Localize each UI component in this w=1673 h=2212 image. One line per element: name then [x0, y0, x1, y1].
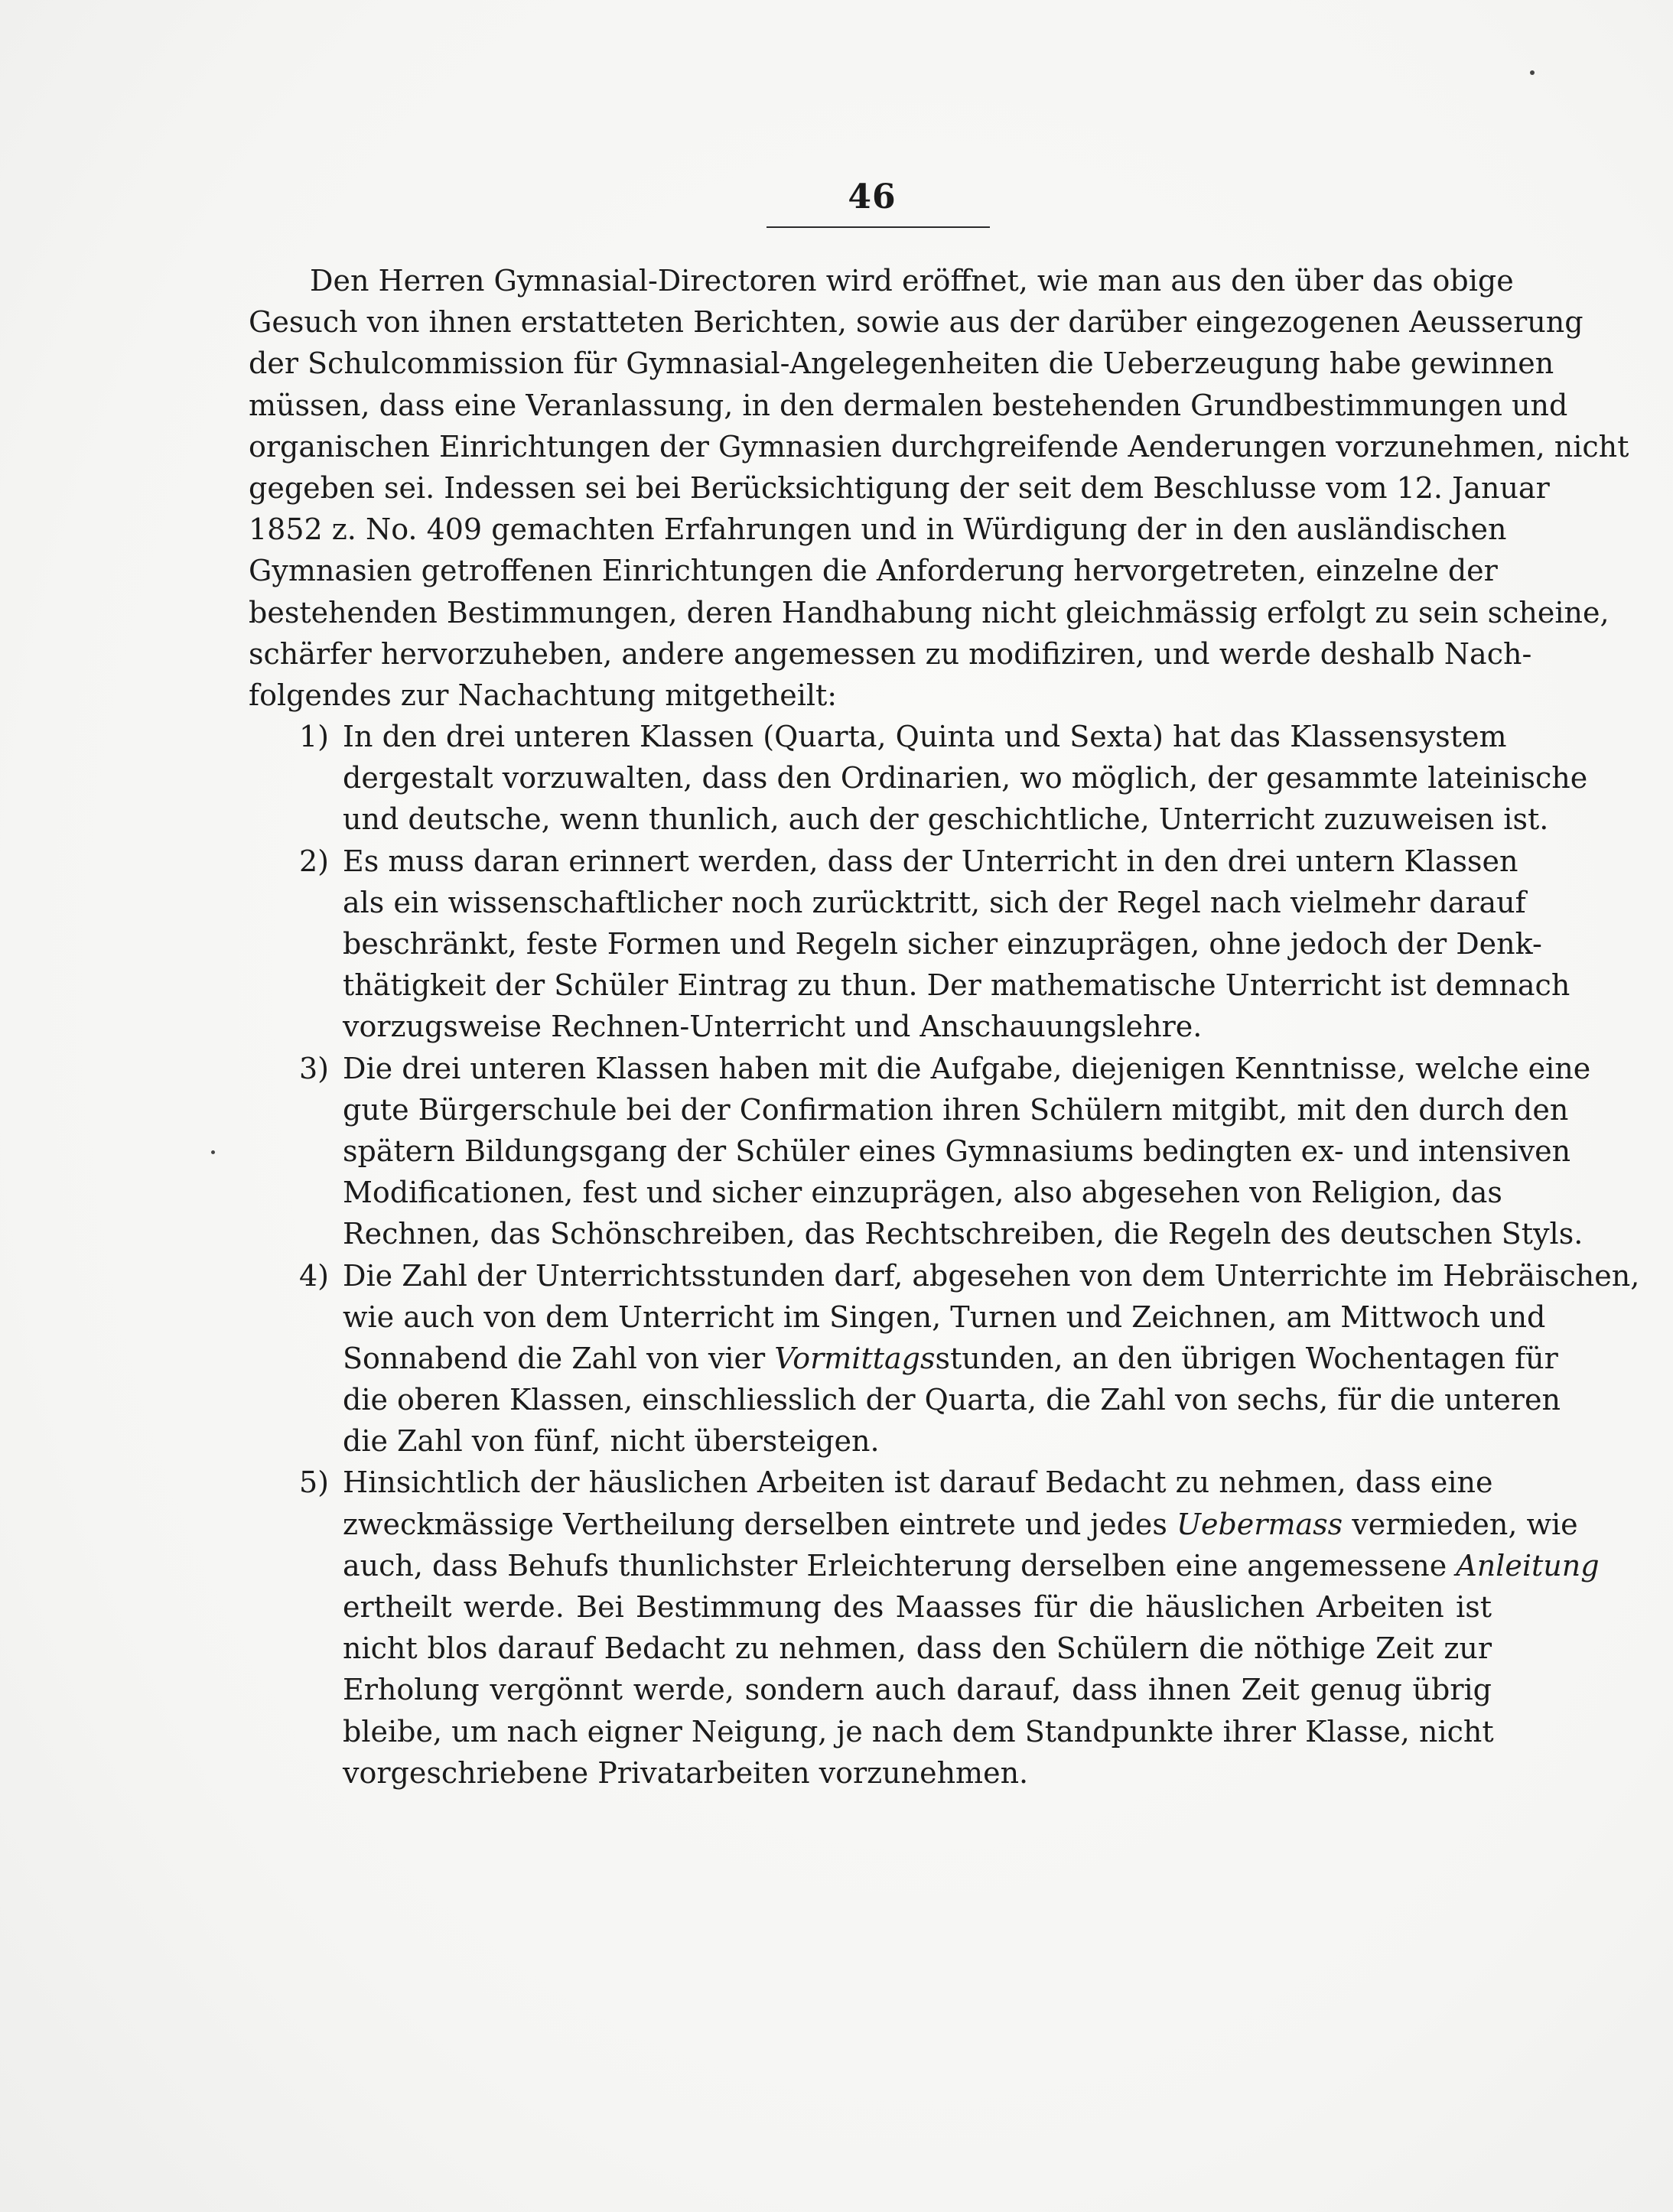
text-line: Die drei unteren Klassen haben mit die Aufgabe, diejenigen Kenntnisse, welche eine — [343, 1051, 1591, 1085]
text-line: thätigkeit der Schüler Eintrag zu thun. Der mathematische Unterricht ist demnach — [343, 968, 1570, 1003]
scan-speck — [1530, 70, 1535, 75]
italic-word: Vormittags — [774, 1341, 936, 1375]
text-line: bleibe, um nach eigner Neigung, je nach dem Standpunkte ihrer Klasse, nicht — [343, 1714, 1494, 1748]
text-line-wrapper — [249, 1545, 1600, 1586]
text-line: dergestalt vorzuwalten, dass den Ordinarien, wo möglich, der gesammte lateinische — [343, 761, 1588, 795]
intro-paragraph — [249, 260, 1629, 716]
list-item-5 — [249, 1462, 1600, 1794]
text-line: und deutsche, wenn thunlich, auch der geschichtliche, Unterricht zuzuweisen ist. — [343, 802, 1549, 837]
text-line: In den drei unteren Klassen (Quarta, Quinta und Sexta) hat das Klassensystem — [343, 720, 1507, 754]
item-marker: 5) — [299, 1465, 330, 1500]
text-line-wrapper — [249, 716, 1507, 757]
text-line: spätern Bildungsgang der Schüler eines Gymnasiums bedingten ex- und intensiven — [343, 1134, 1571, 1168]
list-item-3 — [249, 1048, 1591, 1255]
text-line: als ein wissenschaftlicher noch zurücktritt, sich der Regel nach vielmehr darauf — [343, 885, 1526, 919]
text-line: Hinsichtlich der häuslichen Arbeiten ist darauf Bedacht zu nehmen, dass eine — [343, 1465, 1493, 1500]
item-marker: 1) — [299, 720, 330, 754]
text-line: 1852 z. No. 409 gemachten Erfahrungen und in Würdigung der in den ausländischen — [249, 512, 1507, 547]
text-line: wie auch von dem Unterricht im Singen, Turnen und Zeichnen, am Mittwoch und — [343, 1300, 1546, 1334]
body-text — [249, 260, 1640, 1794]
text-line: müssen, dass eine Veranlassung, in den dermalen bestehenden Grundbestimmungen und — [249, 388, 1568, 422]
text-line-wrapper — [249, 841, 1518, 882]
text-line: gegeben sei. Indessen sei bei Berücksichtigung der seit dem Beschlusse vom 12. Januar — [249, 470, 1550, 505]
header-rule — [767, 226, 990, 228]
text-line: nicht blos darauf Bedacht zu nehmen, dass den Schülern die nöthige Zeit zur — [343, 1631, 1492, 1666]
text-line: die oberen Klassen, einschliesslich der Quarta, die Zahl von sechs, für die unteren — [343, 1383, 1561, 1417]
text-segment: stunden, an den übrigen Wochentagen für — [935, 1341, 1558, 1375]
text-line: vorgeschriebene Privatarbeiten vorzunehmen. — [343, 1755, 1029, 1790]
text-line: ertheilt werde. Bei Bestimmung des Maasses für die häuslichen Arbeiten ist — [343, 1590, 1492, 1624]
text-line-wrapper — [249, 1462, 1492, 1503]
page-number: 46 — [848, 177, 897, 216]
text-line: Den Herren Gymnasial-Directoren wird eröffnet, wie man aus den über das obige — [310, 264, 1514, 298]
text-line: organischen Einrichtungen der Gymnasien durchgreifende Aenderungen vorzunehmen, nicht — [249, 429, 1629, 464]
text-line: Es muss daran erinnert werden, dass der Unterricht in den drei untern Klassen — [343, 844, 1518, 878]
text-line: gute Bürgerschule bei der Confirmation ihren Schülern mitgibt, mit den durch den — [343, 1092, 1569, 1127]
text-line: vorzugsweise Rechnen-Unterricht und Anschauungslehre. — [343, 1010, 1203, 1044]
text-line: beschränkt, feste Formen und Regeln sicher einzuprägen, ohne jedoch der Denk- — [343, 927, 1542, 961]
list-item-1 — [249, 716, 1588, 841]
list-item-4 — [249, 1255, 1640, 1462]
item-marker: 4) — [299, 1258, 330, 1293]
text-line: Die Zahl der Unterrichtsstunden darf, abgesehen von dem Unterrichte im Hebräischen, — [343, 1258, 1640, 1293]
text-line: Erholung vergönnt werde, sondern auch darauf, dass ihnen Zeit genug übrig — [343, 1673, 1492, 1707]
text-line-wrapper — [249, 1048, 1591, 1089]
text-line: die Zahl von fünf, nicht übersteigen. — [343, 1424, 880, 1459]
text-segment: auch, dass Behufs thunlichster Erleichterung derselben eine angemessene — [343, 1548, 1457, 1583]
text-segment: zweckmässige Vertheilung derselben eintrete und jedes — [343, 1507, 1177, 1541]
item-marker: 3) — [299, 1051, 330, 1085]
italic-word: Anleitung — [1456, 1548, 1600, 1583]
text-segment: Sonnabend die Zahl von vier — [343, 1341, 775, 1375]
item-marker: 2) — [299, 844, 330, 878]
text-line: schärfer hervorzuheben, andere angemessen zu modifiziren, und werde deshalb Nach- — [249, 636, 1532, 671]
text-line: Gymnasien getroffenen Einrichtungen die Anforderung hervorgetreten, einzelne der — [249, 554, 1498, 588]
list-item-2 — [249, 841, 1570, 1048]
text-line-wrapper — [249, 1504, 1578, 1545]
text-line: Rechnen, das Schönschreiben, das Rechtschreiben, die Regeln des deutschen Styls. — [343, 1217, 1583, 1251]
text-line-wrapper — [249, 1255, 1640, 1296]
text-line-wrapper — [249, 1338, 1558, 1379]
text-line: bestehenden Bestimmungen, deren Handhabung nicht gleichmässig erfolgt zu sein scheine, — [249, 595, 1610, 629]
text-segment: vermieden, wie — [1343, 1507, 1578, 1541]
text-line: der Schulcommission für Gymnasial-Angelegenheiten die Ueberzeugung habe gewinnen — [249, 346, 1554, 381]
text-line: Modificationen, fest und sicher einzuprägen, also abgesehen von Religion, das — [343, 1176, 1502, 1210]
text-line: Gesuch von ihnen erstatteten Berichten, sowie aus der darüber eingezogenen Aeusserung — [249, 305, 1583, 340]
text-line: folgendes zur Nachachtung mitgetheilt: — [249, 678, 838, 712]
scan-speck — [211, 1150, 215, 1154]
italic-word: Uebermass — [1176, 1507, 1343, 1541]
